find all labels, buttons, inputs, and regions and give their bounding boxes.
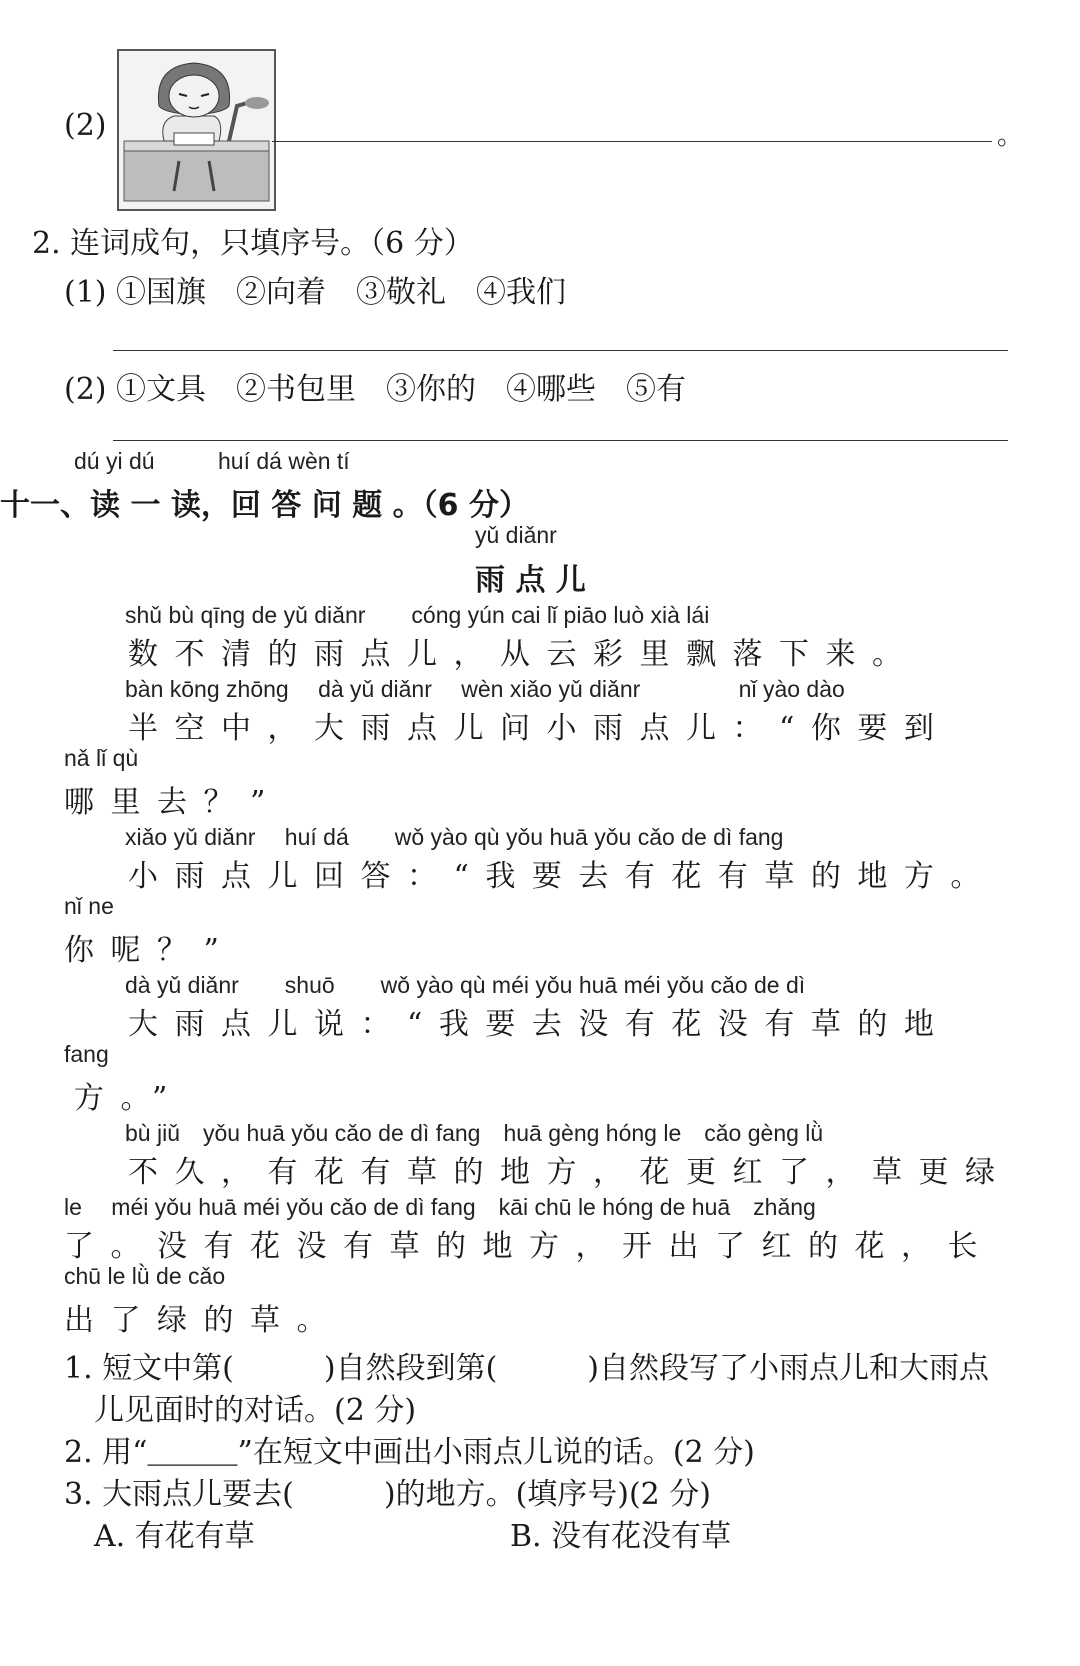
item-number: (2) [64,108,107,143]
line-8-text: 不久，有花有草的地方，花更红了，草更绿 [128,1155,1012,1190]
answer-line-2[interactable] [113,440,1008,441]
question-1-line-b: 儿见面时的对话。(2 分) [94,1393,417,1428]
line-9-text: 了。没有花没有草的地方，开出了红的花，长 [64,1229,994,1264]
line-1-text: 数不清的雨点儿，从云彩里飘落下来。 [128,637,919,672]
line-2-text: 半空中，大雨点儿问小雨点儿：“你要到 [128,711,951,746]
line-3-pinyin: nǎ lǐ qù [64,745,139,771]
line-9-pinyin: le méi yǒu huā méi yǒu cǎo de dì fang kāi chū le hóng de huā zhǎng [64,1194,816,1220]
line-4-text: 小雨点儿回答：“我要去有花有草的地方。 [128,859,997,894]
question-2-item-1: (1) ①国旗 ②向着 ③敬礼 ④我们 [64,275,567,310]
line-5-pinyin: nǐ ne [64,893,114,919]
option-a[interactable]: A. 有花有草 [94,1519,255,1554]
line-7-pinyin: fang [64,1041,109,1067]
poem-title-pinyin: yǔ diǎnr [475,522,557,548]
line-6-text: 大雨点儿说：“我要去没有花没有草的地 [128,1007,951,1042]
question-2-item-2: (2) ①文具 ②书包里 ③你的 ④哪些 ⑤有 [64,372,687,407]
question-1-line-a: 1. 短文中第( )自然段到第( )自然段写了小雨点儿和大雨点 [64,1351,989,1386]
question-2-read: 2. 用“＿＿＿”在短文中画出小雨点儿说的话。(2 分) [64,1435,755,1470]
poem-title: 雨 点 儿 [475,563,586,598]
line-5-text: 你呢？” [64,933,236,968]
question-2-title: 2. 连词成句，只填序号。（6 分） [32,226,474,261]
section-pinyin-a: dú yi dú [74,448,155,474]
line-10-text: 出了绿的草。 [64,1303,343,1338]
line-10-pinyin: chū le lǜ de cǎo [64,1263,226,1289]
option-b[interactable]: B. 没有花没有草 [510,1519,732,1554]
line-6-pinyin: dà yǔ diǎnr shuō wǒ yào qù méi yǒu huā méi yǒu cǎo de dì [125,972,806,998]
line-8-pinyin: bù jiǔ yǒu huā yǒu cǎo de dì fang huā gèng hóng le cǎo gèng lǜ [125,1120,824,1146]
line-3-text: 哪里去？” [64,785,282,820]
line-1-pinyin: shǔ bù qīng de yǔ diǎnr cóng yún cai lǐ piāo luò xià lái [125,602,710,628]
section-11-title: 十一、读 一 读，回 答 问 题 。（6 分） [0,488,529,523]
line-2-pinyin: bàn kōng zhōng dà yǔ diǎnr wèn xiǎo yǔ diǎnr nǐ yào dào [125,676,845,702]
section-pinyin-b: huí dá wèn tí [218,448,350,474]
answer-line[interactable] [272,141,992,142]
question-3-read: 3. 大雨点儿要去( )的地方。(填序号)(2 分) [64,1477,712,1512]
girl-writing-illustration [117,49,276,211]
answer-line-1[interactable] [113,350,1008,351]
line-7-text: 方。” [74,1081,184,1116]
line-4-pinyin: xiǎo yǔ diǎnr huí dá wǒ yào qù yǒu huā yǒu cǎo de dì fang [125,824,784,850]
period-mark: 。 [997,121,1024,151]
